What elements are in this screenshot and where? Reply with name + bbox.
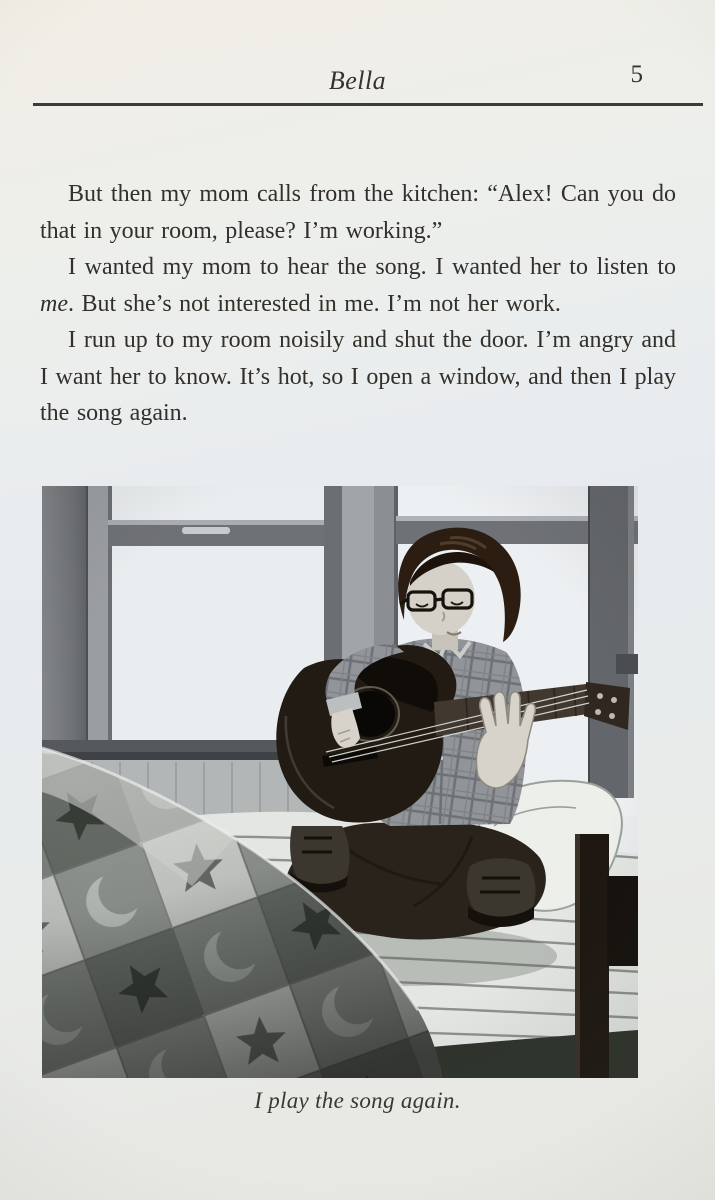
- paragraph: I run up to my room noisily and shut the door. I’m angry and I want her to know. It’s hot, so I open a window, and then I play the song again.: [40, 327, 676, 426]
- running-title: Bella: [328, 66, 387, 95]
- vignette: [42, 486, 638, 1078]
- header-rule: [33, 103, 703, 106]
- illustration: [42, 486, 638, 1078]
- paragraph: I wanted my mom to hear the song. I wanted her to listen to me. But she’s not interested in me. I’m not her work.: [40, 254, 676, 317]
- body-text: [40, 176, 676, 432]
- paragraph: But then my mom calls from the kitchen: “Alex! Can you do that in your room, please? I’m working.”: [40, 181, 676, 244]
- illustration-figure: [42, 486, 638, 1078]
- illustration-caption: I play the song again.: [254, 1088, 461, 1113]
- page-number: 5: [630, 61, 643, 88]
